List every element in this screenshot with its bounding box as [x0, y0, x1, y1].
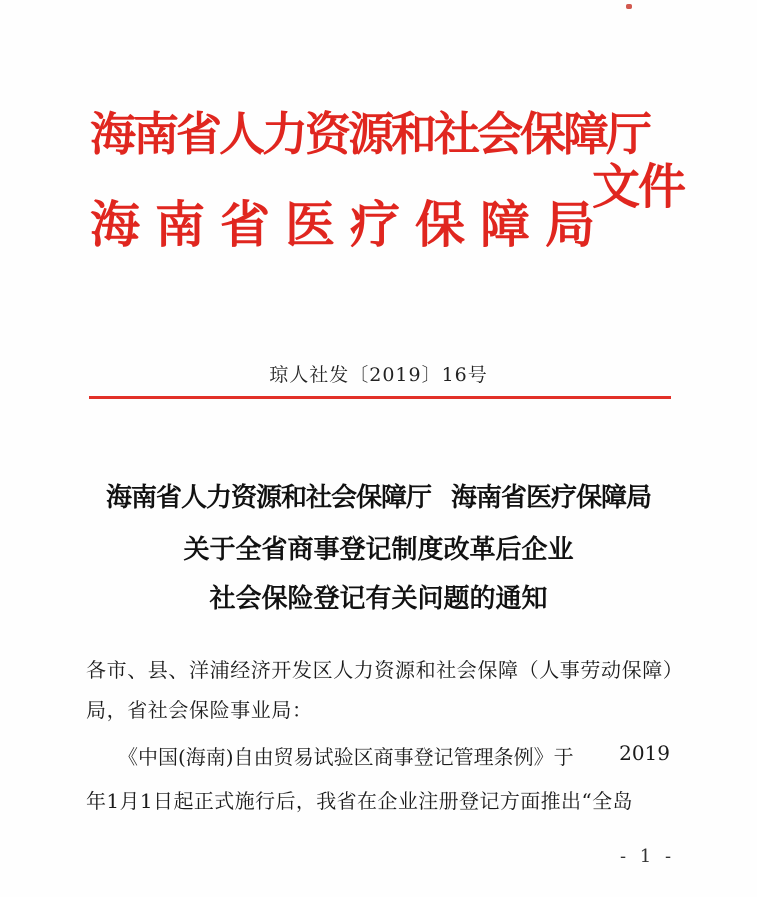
- scan-mark: [626, 4, 632, 9]
- body-text-year: 2019: [619, 741, 670, 765]
- body-paragraph-line-2: 年1月1日起正式施行后，我省在企业注册登记方面推出“全岛: [86, 789, 633, 813]
- addressee-line-1: 各市、县、洋浦经济开发区人力资源和社会保障（人事劳动保障）: [86, 658, 684, 682]
- issuer-name-hr: 海南省人力资源和社会保障厅: [90, 107, 649, 161]
- body-text-regulation: 《中国(海南)自由贸易试验区商事登记管理条例》于: [118, 745, 574, 769]
- document-number: 琼人社发〔2019〕16号: [269, 364, 488, 386]
- document-label: 文件: [592, 159, 685, 215]
- title-issuer-hr: 海南省人力资源和社会保障厅: [105, 483, 431, 513]
- title-issuer-medical: 海南省医疗保障局: [451, 483, 652, 513]
- title-line-3: 社会保险登记有关问题的通知: [209, 584, 548, 614]
- title-line-1: [0, 477, 757, 514]
- page-number: - 1 -: [620, 846, 676, 867]
- body-paragraph-line-1: [118, 741, 670, 770]
- addressee-line-2: 局，省社会保险事业局：: [86, 698, 313, 722]
- title-line-2: 关于全省商事登记制度改革后企业: [183, 535, 574, 565]
- red-divider: [89, 396, 671, 399]
- issuer-name-medical: 海南省医疗保障局: [90, 195, 610, 254]
